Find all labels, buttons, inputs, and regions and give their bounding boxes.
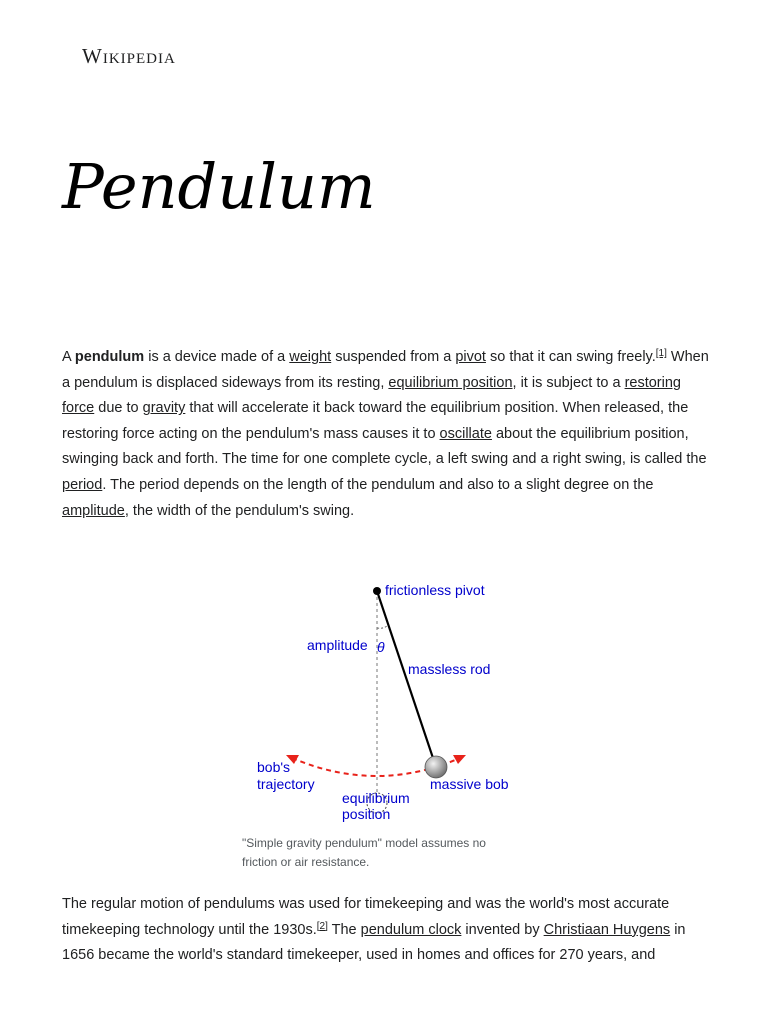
pendulum-diagram [242,572,522,822]
angle-arc [377,626,387,628]
label-theta: θ [377,639,385,655]
text: in 1656 became the world's standard timekeeper, used in homes and offices for 270 years, and [62,921,686,964]
link-gravity[interactable]: gravity [142,400,186,417]
link-weight[interactable]: weight [289,349,332,365]
pivot-point [373,587,381,595]
link-restoring-force[interactable]: restoring force [62,374,681,417]
text: The regular motion of pendulums was used for timekeeping and was the world's most accurate timekeeping technology until the 1930s. [62,896,670,938]
label-trajectory-line1: bob's [257,759,291,775]
link-christiaan-huygens[interactable]: Christiaan Huygens [543,921,671,938]
text: , the width of the pendulum's swing. [124,502,355,519]
text: . The period depends on the length of the pendulum and also to a slight degree on the [102,476,654,493]
text: suspended from a [331,349,456,365]
link-period[interactable]: period [62,476,103,493]
text: , it is subject to a [512,374,625,391]
label-equilibrium-line1: equilibrium [342,790,410,806]
text: so that it can swing freely. [485,349,656,365]
reference-2 [317,921,328,932]
link-pendulum-clock[interactable]: pendulum clock [360,921,462,938]
link-amplitude[interactable]: amplitude [62,502,125,519]
text: invented by [461,921,544,938]
trajectory-arrow-right [453,755,466,764]
text: about the equilibrium position, swinging back and forth. The time for one complete cycle, a left swing and a right swing, is called the [62,425,707,468]
text: The [327,921,361,938]
label-massive-bob: massive bob [430,776,509,792]
pendulum-bob [425,756,447,778]
intro-paragraph [62,345,710,524]
reference-link-1[interactable]: [1] [655,348,667,359]
text: A [62,349,75,365]
label-massless-rod: massless rod [408,661,491,677]
text: is a device made of a [144,349,290,365]
label-frictionless-pivot: frictionless pivot [385,582,485,598]
history-paragraph [62,892,710,969]
label-trajectory-line2: trajectory [257,776,315,792]
text: due to [94,400,143,417]
link-equilibrium-position[interactable]: equilibrium position [388,374,513,391]
figure-caption: "Simple gravity pendulum" model assumes no friction or air resistance. [242,836,486,869]
link-pivot[interactable]: pivot [455,349,486,365]
bold-term: pendulum [74,349,145,365]
link-oscillate[interactable]: oscillate [439,425,492,442]
label-amplitude: amplitude [307,637,368,653]
pendulum-rod [377,591,436,767]
wikipedia-logo[interactable]: Wikipedia [82,44,176,68]
text: that will accelerate it back toward the equilibrium position. When released, the restoring force acting on the pendulum's mass causes it to [62,400,689,442]
page-title: Pendulum [62,150,376,223]
label-equilibrium-line2: position [342,806,391,822]
reference-1 [656,348,667,359]
reference-link-2[interactable]: [2] [316,920,328,932]
text: When a pendulum is displaced sideways from its resting, [62,349,709,391]
